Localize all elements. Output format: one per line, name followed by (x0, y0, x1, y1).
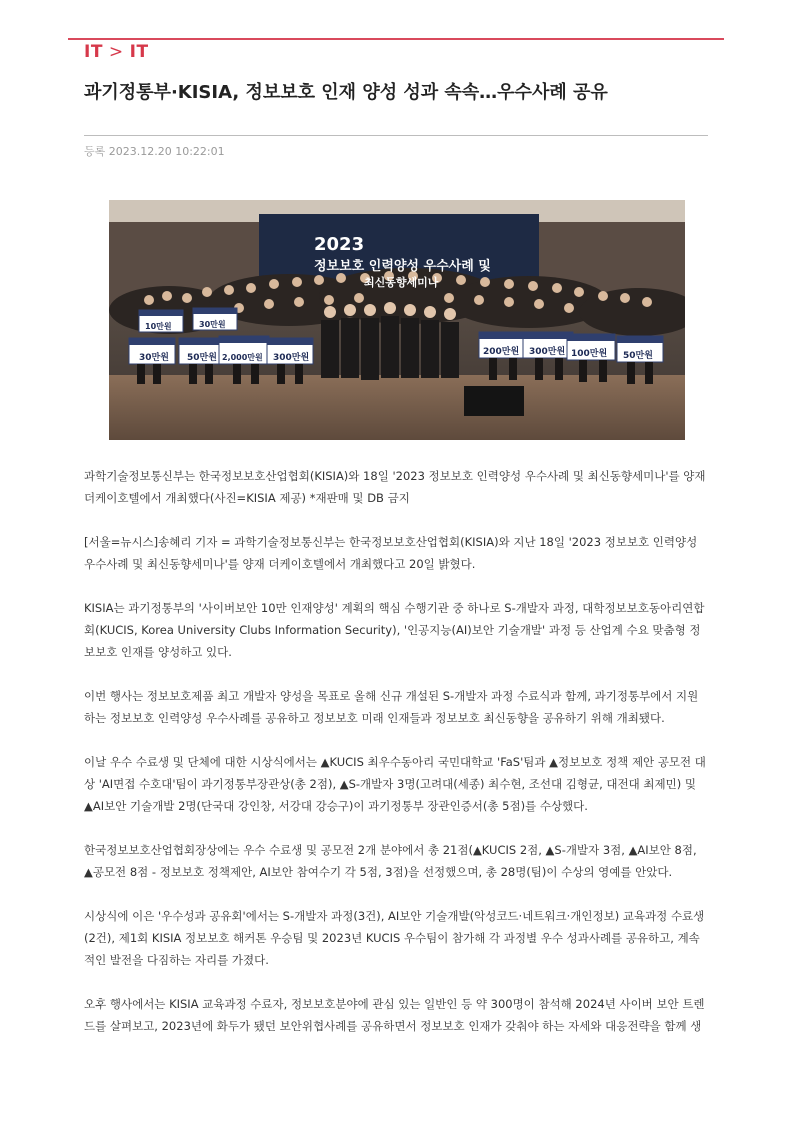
article-paragraph-7: 오후 행사에서는 KISIA 교육과정 수료자, 정보보호분야에 관심 있는 일반인 등 약 300명이 참석해 2024년 사이버 보안 트렌드를 살펴보고, 2023년에 화두가 됐던 보안위협사례를 공유하면서 정보보호 인재가 갖춰야 하는 자세와 대응전략을 함께 생 (84, 997, 705, 1033)
breadcrumb-section[interactable]: IT (84, 42, 103, 62)
article-paragraph-4: 이날 우수 수료생 및 단체에 대한 시상식에서는 ▲KUCIS 최우수동아리 국민대학교 'FaS'팀과 ▲정보보호 정책 제안 공모전 대상 'AI면접 수호대'팀이 과기정통부장관상(총 2점), ▲S-개발자 3명(고려대(세종) 최수현, 조선대 김형균, 대전대 최제민) 및 ▲AI보안 기술개발 2명(단국대 강인창, 서강대 강승구)이 과기정통부 장관인증서(총 5점)를 수상했다. (84, 755, 706, 813)
photo-board-7: 100만원 (571, 349, 608, 359)
photo-back-board-2: 30만원 (199, 320, 226, 329)
headline-divider (84, 135, 708, 136)
photo-back-board-1: 10만원 (145, 322, 172, 331)
photo-board-1: 30만원 (139, 353, 169, 363)
top-accent-line (68, 38, 724, 40)
photo-caption: 과학기술정보통신부는 한국정보보호산업협회(KISIA)와 18일 '2023 정보보호 인력양성 우수사례 및 최신동향세미나'를 양재 더케이호텔에서 개최했다(사진=KISIA 제공) *재판매 및 DB 금지 (84, 469, 706, 505)
photo-board-4: 300만원 (273, 353, 310, 363)
article-paragraph-6: 시상식에 이은 '우수성과 공유회'에서는 S-개발자 과정(3건), AI보안 기술개발(악성코드·네트워크·개인정보) 교육과정 수료생(2건), 제1회 KISIA 정보보호 해커톤 우승팀 및 2023년 KUCIS 우수팀이 참가해 각 과정별 우수 성과사례를 공유하고, 계속적인 발전을 다짐하는 자리를 가졌다. (84, 909, 705, 967)
photo-board-8: 50만원 (623, 351, 653, 361)
article-headline: 과기정통부·KISIA, 정보보호 인재 양성 성과 속속…우수사례 공유 (84, 82, 608, 103)
photo-board-3: 2,000만원 (222, 353, 263, 362)
article-paragraph-1: [서울=뉴시스]송혜리 기자 = 과학기술정보통신부는 한국정보보호산업협회(KISIA)와 지난 18일 '2023 정보보호 인력양성 우수사례 및 최신동향세미나'를 양재 더케이호텔에서 개최했다고 20일 밝혔다. (84, 535, 698, 571)
photo-banner-year: 2023 (314, 234, 365, 255)
photo-board-5: 200만원 (483, 347, 520, 357)
breadcrumb-subsection[interactable]: IT (129, 42, 149, 62)
photo-banner-text2: 최신동향세미나 (364, 276, 439, 289)
photo-board-6: 300만원 (529, 347, 566, 357)
photo-banner-text: 정보보호 인력양성 우수사례 및 (314, 259, 491, 274)
breadcrumb-separator-icon: > (108, 42, 124, 62)
article-photo (109, 200, 685, 440)
article-paragraph-2: KISIA는 과기정통부의 '사이버보안 10만 인재양성' 계획의 핵심 수행기관 중 하나로 S-개발자 과정, 대학정보보호동아리연합회(KUCIS, Korea University Clubs Information Security), '인공지능(AI)보안 기술개발' 과정 등 산업계 수요 맞춤형 정보보호 인재를 양성하고 있다. (84, 601, 705, 659)
article-body (84, 465, 709, 1059)
article-paragraph-3: 이번 행사는 정보보호제품 최고 개발자 양성을 목표로 올해 신규 개설된 S-개발자 과정 수료식과 함께, 과기정통부에서 지원하는 정보보호 인력양성 우수사례를 공유하고 정보보호 미래 인재들과 정보보호 최신동향을 공유하기 위해 개최됐다. (84, 689, 699, 725)
photo-board-2: 50만원 (187, 353, 217, 363)
publish-date: 등록 2023.12.20 10:22:01 (84, 145, 225, 158)
article-paragraph-5: 한국정보보호산업협회장상에는 우수 수료생 및 공모전 2개 분야에서 총 21점(▲KUCIS 2점, ▲S-개발자 3점, ▲AI보안 8점, ▲공모전 8점 - 정보보호 정책제안, AI보안 참여수기 각 5점, 3점)을 선정했으며, 총 28명(팀)이 수상의 영예를 안았다. (84, 843, 697, 879)
breadcrumb (84, 42, 149, 62)
